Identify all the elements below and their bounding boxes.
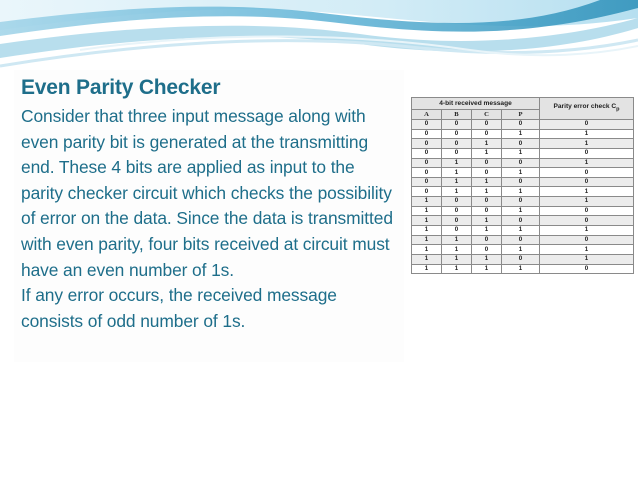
table-cell: 1 bbox=[442, 235, 472, 245]
table-cell: 0 bbox=[472, 168, 502, 178]
table-cell: 0 bbox=[442, 129, 472, 139]
table-cell: 0 bbox=[502, 158, 540, 168]
table-body bbox=[412, 120, 634, 274]
table-cell: 1 bbox=[442, 158, 472, 168]
table-cell: 0 bbox=[442, 148, 472, 158]
table-cell: 1 bbox=[472, 139, 502, 149]
table-row bbox=[412, 148, 634, 158]
table-cell: 1 bbox=[472, 254, 502, 264]
table-cell: 0 bbox=[502, 120, 540, 130]
table-cell: 1 bbox=[540, 226, 634, 236]
table-cell: 0 bbox=[472, 245, 502, 255]
column-header-p: P bbox=[502, 110, 540, 120]
table-cell: 1 bbox=[442, 245, 472, 255]
table-row bbox=[412, 264, 634, 274]
column-header-b: B bbox=[442, 110, 472, 120]
table-row bbox=[412, 216, 634, 226]
table-cell: 0 bbox=[412, 120, 442, 130]
table-cell: 1 bbox=[502, 148, 540, 158]
table-cell: 1 bbox=[442, 254, 472, 264]
table-cell: 0 bbox=[412, 158, 442, 168]
table-cell: 0 bbox=[412, 129, 442, 139]
table-cell: 1 bbox=[412, 264, 442, 274]
table-row bbox=[412, 120, 634, 130]
table-cell: 0 bbox=[472, 158, 502, 168]
table-cell: 1 bbox=[412, 226, 442, 236]
table-cell: 0 bbox=[472, 235, 502, 245]
table-row bbox=[412, 226, 634, 236]
table-row bbox=[412, 197, 634, 207]
table-row bbox=[412, 206, 634, 216]
table-cell: 1 bbox=[442, 177, 472, 187]
table-cell: 1 bbox=[540, 158, 634, 168]
parity-truth-table bbox=[411, 97, 634, 274]
table-cell: 1 bbox=[472, 226, 502, 236]
table-cell: 1 bbox=[540, 139, 634, 149]
table-cell: 0 bbox=[540, 177, 634, 187]
table-cell: 0 bbox=[412, 148, 442, 158]
table-cell: 0 bbox=[540, 264, 634, 274]
table-cell: 1 bbox=[540, 197, 634, 207]
table-cell: 1 bbox=[472, 148, 502, 158]
column-header-a: A bbox=[412, 110, 442, 120]
table-cell: 1 bbox=[442, 264, 472, 274]
table-cell: 0 bbox=[442, 206, 472, 216]
table-cell: 0 bbox=[412, 139, 442, 149]
table-cell: 0 bbox=[540, 235, 634, 245]
table-cell: 0 bbox=[540, 168, 634, 178]
table-row bbox=[412, 168, 634, 178]
table-cell: 0 bbox=[442, 139, 472, 149]
table-cell: 0 bbox=[502, 235, 540, 245]
table-cell: 1 bbox=[442, 187, 472, 197]
decorative-wave-banner bbox=[0, 0, 638, 80]
table-cell: 1 bbox=[502, 206, 540, 216]
group-header: 4-bit received message bbox=[412, 98, 540, 110]
table-cell: 1 bbox=[412, 206, 442, 216]
table-cell: 0 bbox=[472, 120, 502, 130]
table-cell: 0 bbox=[472, 206, 502, 216]
table-cell: 1 bbox=[472, 264, 502, 274]
table-cell: 1 bbox=[502, 168, 540, 178]
table-cell: 1 bbox=[412, 254, 442, 264]
table-cell: 0 bbox=[540, 148, 634, 158]
table-cell: 1 bbox=[502, 187, 540, 197]
table-row bbox=[412, 187, 634, 197]
table-cell: 0 bbox=[472, 197, 502, 207]
table-cell: 0 bbox=[540, 206, 634, 216]
table-cell: 1 bbox=[472, 177, 502, 187]
table-row bbox=[412, 129, 634, 139]
table-cell: 1 bbox=[540, 187, 634, 197]
table-cell: 1 bbox=[412, 235, 442, 245]
table-cell: 0 bbox=[442, 197, 472, 207]
table-cell: 0 bbox=[442, 120, 472, 130]
table-cell: 0 bbox=[412, 168, 442, 178]
table-cell: 1 bbox=[472, 187, 502, 197]
table-row bbox=[412, 254, 634, 264]
body-paragraph: If any error occurs, the received message consists of odd number of 1s. bbox=[21, 285, 337, 331]
table-cell: 0 bbox=[502, 197, 540, 207]
table-cell: 0 bbox=[442, 216, 472, 226]
slide-body bbox=[21, 104, 401, 334]
table-cell: 1 bbox=[472, 216, 502, 226]
table-row bbox=[412, 139, 634, 149]
table-cell: 0 bbox=[442, 226, 472, 236]
table-row bbox=[412, 177, 634, 187]
table-cell: 1 bbox=[502, 264, 540, 274]
slide-title: Even Parity Checker bbox=[21, 76, 221, 99]
column-header-c: C bbox=[472, 110, 502, 120]
table-cell: 0 bbox=[502, 139, 540, 149]
table-cell: 0 bbox=[472, 129, 502, 139]
table-cell: 0 bbox=[502, 177, 540, 187]
table-cell: 1 bbox=[502, 226, 540, 236]
table-cell: 1 bbox=[540, 129, 634, 139]
table-row bbox=[412, 235, 634, 245]
table-cell: 1 bbox=[540, 245, 634, 255]
check-header: Parity error check $C_p$ bbox=[540, 98, 634, 120]
table-cell: 1 bbox=[502, 245, 540, 255]
table-cell: 0 bbox=[540, 216, 634, 226]
table-cell: 1 bbox=[412, 216, 442, 226]
table-row bbox=[412, 158, 634, 168]
table-cell: 1 bbox=[412, 245, 442, 255]
table-row bbox=[412, 245, 634, 255]
table-cell: 0 bbox=[412, 177, 442, 187]
table-cell: 1 bbox=[442, 168, 472, 178]
table-cell: 0 bbox=[502, 254, 540, 264]
table-cell: 1 bbox=[502, 129, 540, 139]
table-cell: 0 bbox=[412, 187, 442, 197]
table-cell: 1 bbox=[412, 197, 442, 207]
table-cell: 0 bbox=[540, 120, 634, 130]
table-cell: 0 bbox=[502, 216, 540, 226]
table-cell: 1 bbox=[540, 254, 634, 264]
body-paragraph: Consider that three input message along with even parity bit is generated at the transmitting end. These 4 bits are applied as input to the parity checker circuit which checks the possibility of error on the data. Since the data is transmitted with even parity, four bits received at circuit must have an even number of 1s. bbox=[21, 106, 393, 280]
